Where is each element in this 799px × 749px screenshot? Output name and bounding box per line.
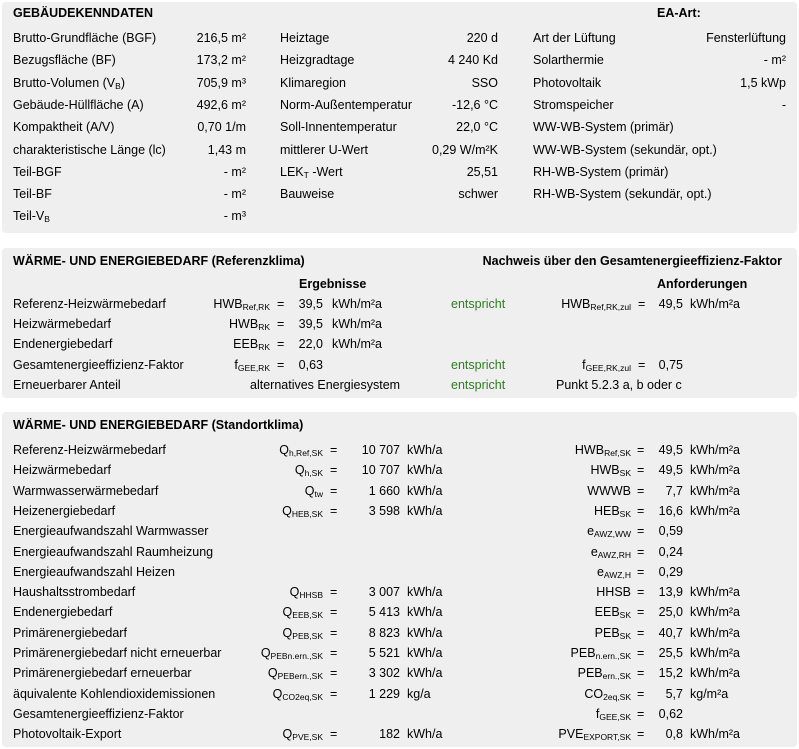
ref-value: 22,0 (298, 337, 323, 352)
site-value: 3 302 (368, 666, 400, 681)
site-ref-equals: = (637, 483, 645, 498)
site-ref-symbol (578, 665, 631, 681)
building-label-text: Teil-BF (13, 187, 52, 202)
site-ref-equals: = (637, 463, 645, 478)
site-symbol-text: Q (267, 666, 278, 681)
ref-symbol-text: f (234, 357, 238, 372)
site-unit: kWh/a (407, 666, 443, 681)
climate-label (280, 164, 343, 180)
site-ref-symbol (595, 625, 631, 641)
ref-value: 39,5 (298, 317, 323, 332)
ref-label: Referenz-Heizwärmebedarf (13, 297, 166, 311)
site-symbol-text: Q (279, 443, 289, 457)
climate-label-text: LEK (280, 164, 304, 179)
site-ref-unit: kWh/m²a (690, 443, 740, 457)
requirements-header: Anforderungen (657, 277, 748, 291)
ref-unit: kWh/m²a (332, 317, 382, 332)
site-label: Primärenergiebedarf (13, 625, 127, 640)
site-ref-symbol-sub: EXPORT,SK (583, 732, 631, 743)
system-value: Fensterlüftung (706, 31, 786, 45)
site-ref-value: 0,8 (665, 727, 683, 742)
site-ref-unit: kWh/m²a (690, 585, 740, 600)
site-ref-symbol (587, 523, 631, 539)
building-label-text: Teil-V (13, 209, 45, 224)
ref-symbol (233, 336, 270, 352)
site-ref-symbol (597, 564, 631, 580)
site-ref-unit: kWh/m²a (690, 605, 740, 620)
ref-value: 0,63 (298, 357, 323, 372)
site-symbol (261, 645, 323, 661)
site-ref-symbol-sub: ern.,SK (602, 671, 631, 682)
site-ref-symbol-text: EEB (594, 605, 620, 620)
site-equals: = (330, 727, 338, 742)
building-label (13, 208, 50, 224)
ref-symbol (234, 357, 270, 373)
site-ref-symbol-text: f (595, 706, 600, 721)
site-label: Energieaufwandszahl Raumheizung (13, 544, 214, 559)
building-label (13, 52, 116, 68)
site-ref-symbol-sub: AWZ,RH (597, 549, 631, 560)
building-value: - m² (223, 187, 246, 202)
site-symbol (283, 726, 323, 742)
site-ref-value: 49,5 (658, 463, 683, 478)
building-value: 705,9 m³ (196, 75, 246, 90)
site-label: Primärenergiebedarf nicht erneuerbar (13, 646, 222, 660)
site-value: 10 707 (361, 443, 400, 457)
site-ref-symbol-text: e (587, 524, 595, 539)
site-symbol-sub: h,SK (304, 468, 323, 479)
status-entspricht: entspricht (451, 357, 506, 372)
site-ref-equals: = (637, 564, 645, 579)
site-ref-equals: = (637, 706, 645, 721)
building-label (13, 97, 144, 113)
climate-label (280, 52, 354, 68)
site-ref-value: 13,9 (658, 585, 683, 600)
site-equals: = (330, 646, 338, 660)
site-label: Primärenergiebedarf erneuerbar (13, 666, 192, 681)
section-title-reference-climate: WÄRME- UND ENERGIEBEDARF (Referenzklima) (13, 254, 305, 268)
site-ref-symbol (594, 503, 631, 519)
site-ref-symbol-text: e (596, 564, 604, 579)
site-symbol (268, 665, 323, 681)
site-ref-equals: = (637, 524, 645, 539)
site-ref-equals: = (637, 646, 645, 660)
site-ref-symbol (590, 462, 631, 478)
site-ref-value: 25,0 (658, 605, 683, 620)
climate-label-text: Heiztage (280, 31, 330, 45)
site-ref-symbol-sub: SK (619, 508, 631, 519)
site-symbol-sub: EEB,SK (292, 610, 323, 621)
ref-equals: = (277, 297, 285, 311)
site-unit: kWh/a (407, 503, 443, 518)
site-ref-symbol-text: HHSB (596, 585, 631, 600)
site-label: Heizenergiebedarf (13, 503, 116, 518)
site-value: 8 823 (368, 625, 400, 640)
climate-value: 220 d (466, 31, 498, 45)
climate-label-text: mittlerer U-Wert (280, 142, 368, 157)
building-label (13, 119, 114, 135)
site-ref-symbol (571, 645, 631, 661)
climate-value: -12,6 °C (452, 97, 498, 112)
site-ref-symbol-sub: AWZ,H (603, 569, 631, 580)
building-label (13, 164, 62, 180)
site-symbol-text: Q (260, 646, 271, 660)
ref-label: Endenergiebedarf (13, 337, 113, 352)
site-ref-unit: kWh/m²a (690, 666, 740, 681)
site-label: Gesamtenergieeffizienz-Faktor (13, 706, 184, 721)
site-symbol (295, 462, 323, 478)
site-value: 5 521 (368, 646, 400, 660)
system-label: RH-WB-System (sekundär, opt.) (533, 187, 712, 202)
climate-value: 25,51 (466, 164, 498, 179)
status-entspricht: entspricht (451, 297, 506, 311)
site-value: 3 007 (368, 585, 400, 600)
site-ref-unit: kWh/m²a (690, 727, 740, 742)
section-title-building-data: GEBÄUDEKENNDATEN (13, 6, 154, 20)
site-unit: kWh/a (407, 463, 443, 478)
site-ref-symbol-sub: SK (619, 630, 631, 641)
section-title-site-climate: WÄRME- UND ENERGIEBEDARF (Standortklima) (13, 418, 304, 432)
site-equals: = (330, 605, 338, 620)
site-ref-value: 0,59 (658, 524, 683, 539)
site-ref-equals: = (637, 605, 645, 620)
climate-label (280, 119, 397, 135)
site-unit: kWh/a (407, 625, 443, 640)
site-ref-unit: kg/m²a (690, 686, 729, 701)
site-value: 1 660 (368, 483, 400, 498)
site-equals: = (330, 483, 338, 498)
climate-label-text: Soll-Innentemperatur (280, 120, 397, 135)
site-ref-unit: kWh/m²a (690, 483, 740, 498)
building-label-text: Gebäude-Hüllfläche (A) (13, 97, 144, 112)
building-label (13, 186, 52, 202)
ref-alternative-text: alternatives Energiesystem (250, 377, 401, 392)
building-label-text: Brutto-Volumen (V (13, 75, 116, 90)
site-ref-equals: = (637, 585, 645, 600)
site-symbol (305, 483, 323, 499)
system-value: 1,5 kWp (740, 75, 786, 90)
building-label (13, 75, 125, 91)
climate-label-sub: T (303, 169, 309, 180)
site-ref-symbol-sub: 2eq,SK (603, 691, 631, 702)
site-label: Warmwasserwärmebedarf (13, 483, 159, 498)
ref-equals: = (277, 337, 285, 352)
building-label-end: ) (120, 75, 125, 90)
site-label: Photovoltaik-Export (13, 727, 122, 742)
ref-equals: = (277, 317, 285, 332)
site-label: Energieaufwandszahl Heizen (13, 564, 175, 579)
site-symbol-sub: PEB,SK (292, 630, 323, 641)
site-ref-symbol (587, 483, 631, 499)
req-symbol-text: f (582, 357, 586, 372)
site-ref-symbol (584, 686, 631, 702)
site-ref-value: 25,5 (658, 646, 683, 660)
req-unit: kWh/m²a (690, 297, 740, 311)
building-value: 173,2 m² (196, 53, 246, 68)
status-entspricht: entspricht (451, 377, 506, 392)
system-label: Stromspeicher (533, 97, 614, 112)
site-ref-value: 0,29 (658, 564, 683, 579)
site-ref-value: 15,2 (658, 666, 683, 681)
climate-label-text: Bauweise (280, 187, 335, 202)
site-symbol-sub: PVE,SK (292, 732, 323, 743)
site-ref-value: 16,6 (658, 503, 683, 518)
site-unit: kg/a (407, 686, 431, 701)
climate-label (280, 30, 329, 46)
site-unit: kWh/a (407, 483, 443, 498)
site-symbol-text: Q (289, 585, 300, 600)
site-symbol (282, 503, 323, 519)
site-ref-equals: = (637, 544, 645, 559)
ref-equals: = (277, 357, 285, 372)
climate-value: 0,29 W/m²K (432, 142, 498, 157)
site-equals: = (330, 443, 338, 457)
site-equals: = (330, 686, 338, 701)
req-symbol (582, 357, 631, 373)
site-label: Endenergiebedarf (13, 605, 113, 620)
site-value: 1 229 (368, 686, 400, 701)
site-ref-symbol-text: PEB (577, 666, 603, 681)
site-ref-value: 5,7 (665, 686, 683, 701)
ea-art-label: EA-Art: (657, 6, 701, 20)
climate-label (280, 75, 346, 91)
site-ref-equals: = (637, 666, 645, 681)
ref-symbol-sub: Ref,RK (242, 302, 270, 312)
site-symbol-sub: PEBn.ern.,SK (270, 651, 323, 661)
site-ref-unit: kWh/m²a (690, 646, 740, 660)
site-symbol-text: Q (282, 503, 292, 518)
site-ref-equals: = (637, 625, 645, 640)
climate-label-text: Klimaregion (280, 75, 347, 90)
climate-value: schwer (458, 187, 498, 202)
ref-label: Gesamtenergieeffizienz-Faktor (13, 357, 184, 372)
climate-label-end: -Wert (308, 164, 343, 179)
site-symbol-sub: tw (314, 488, 323, 499)
site-ref-equals: = (637, 503, 645, 518)
site-unit: kWh/a (407, 605, 443, 620)
building-label-text: Brutto-Grundfläche (BGF) (13, 31, 157, 45)
site-unit: kWh/a (407, 443, 443, 457)
building-label-sub: B (115, 80, 121, 91)
site-symbol-text: Q (294, 463, 305, 478)
req-symbol (561, 296, 631, 312)
site-ref-symbol-sub: Ref,SK (604, 448, 631, 458)
building-label (13, 142, 166, 158)
site-ref-equals: = (637, 443, 645, 457)
site-ref-symbol (596, 584, 631, 600)
site-symbol-sub: HEB,SK (291, 508, 323, 519)
site-symbol (283, 604, 323, 620)
site-equals: = (330, 625, 338, 640)
site-symbol (290, 584, 323, 600)
req-value: 0,75 (658, 357, 683, 372)
site-unit: kWh/a (407, 585, 443, 600)
site-label: äquivalente Kohlendioxidemissionen (13, 686, 216, 701)
climate-label (280, 97, 412, 113)
building-label-text: Kompaktheit (A/V) (13, 120, 115, 135)
ref-symbol-text: HWB (213, 297, 243, 311)
site-ref-symbol-text: PEB (594, 625, 620, 640)
site-ref-value: 7,7 (665, 483, 683, 498)
site-ref-symbol-text: CO (584, 686, 604, 701)
site-symbol-text: Q (282, 625, 293, 640)
site-ref-symbol-sub: SK (619, 610, 631, 621)
building-value: 492,6 m² (196, 97, 246, 112)
site-symbol (279, 442, 323, 458)
climate-value: SSO (471, 75, 498, 90)
climate-label-text: Norm-Außentemperatur (280, 97, 412, 112)
site-ref-symbol (558, 726, 631, 742)
system-label: WW-WB-System (sekundär, opt.) (533, 142, 717, 157)
req-symbol-sub: GEE,RK,zul (585, 362, 631, 373)
site-equals: = (330, 585, 338, 600)
nachweis-header: Nachweis über den Gesamtenergieeffizienz-Faktor (482, 254, 782, 268)
site-equals: = (330, 666, 338, 681)
site-ref-symbol-sub: n.ern.,SK (595, 651, 631, 661)
system-label: WW-WB-System (primär) (533, 120, 674, 135)
site-ref-symbol-text: e (590, 544, 598, 559)
ref-label: Heizwärmebedarf (13, 317, 111, 332)
site-label: Haushaltsstrombedarf (13, 585, 136, 600)
site-symbol-text: Q (282, 605, 293, 620)
site-symbol (273, 686, 323, 702)
site-value: 5 413 (368, 605, 400, 620)
req-symbol-sub: Ref,RK,zul (590, 302, 631, 312)
site-label: Energieaufwandszahl Warmwasser (13, 524, 209, 539)
reference-climate-panel (2, 248, 797, 398)
climate-value: 4 240 Kd (447, 53, 498, 68)
building-label-text: charakteristische Länge (lc) (13, 142, 166, 157)
site-symbol-text: Q (272, 686, 283, 701)
site-ref-symbol (575, 442, 631, 458)
site-symbol-text: Q (304, 483, 315, 498)
system-label: Photovoltaik (533, 75, 602, 90)
site-ref-value: 49,5 (658, 443, 683, 457)
climate-label-text: Heizgradtage (280, 53, 355, 68)
building-value: 0,70 1/m (197, 120, 246, 135)
system-label: RH-WB-System (primär) (533, 164, 669, 179)
system-value: - m² (763, 53, 786, 68)
site-ref-symbol-text: HWB (590, 463, 620, 478)
ref-symbol-text: EEB (233, 337, 259, 352)
site-ref-unit: kWh/m²a (690, 625, 740, 640)
site-ref-value: 0,62 (658, 706, 683, 721)
site-value: 10 707 (361, 463, 400, 478)
req-equals: = (638, 357, 646, 372)
building-value: 1,43 m (207, 142, 246, 157)
ref-value: 39,5 (298, 297, 323, 311)
site-ref-unit: kWh/m²a (690, 463, 740, 478)
system-label: Solarthermie (533, 53, 604, 68)
climate-value: 22,0 °C (456, 120, 498, 135)
site-label: Referenz-Heizwärmebedarf (13, 443, 166, 457)
site-ref-symbol-text: HEB (593, 503, 620, 518)
site-ref-unit: kWh/m²a (690, 503, 740, 518)
req-equals: = (638, 297, 646, 311)
building-value: 216,5 m² (196, 31, 246, 45)
ref-symbol-sub: RK (258, 322, 270, 333)
building-value: - m³ (223, 209, 246, 224)
site-ref-symbol-sub: AWZ,WW (594, 529, 631, 540)
climate-label (280, 186, 334, 202)
building-label (13, 30, 156, 46)
site-symbol (283, 625, 323, 641)
site-ref-symbol-text: HWB (574, 443, 605, 457)
building-value: - m² (223, 164, 246, 179)
ref-requirement-text: Punkt 5.2.3 a, b oder c (556, 377, 682, 392)
site-symbol-sub: HHSB (299, 590, 323, 601)
climate-label (280, 142, 368, 158)
site-value: 182 (379, 727, 400, 742)
site-unit: kWh/a (407, 727, 443, 742)
ref-label: Erneuerbarer Anteil (13, 377, 121, 392)
site-ref-symbol-sub: GEE,SK (599, 711, 631, 722)
ref-unit: kWh/m²a (332, 297, 382, 311)
site-label: Heizwärmebedarf (13, 463, 111, 478)
site-ref-symbol (595, 604, 631, 620)
site-symbol-sub: h,Ref,SK (288, 448, 323, 458)
results-header: Ergebnisse (299, 277, 367, 291)
site-symbol-text: Q (282, 727, 293, 742)
building-label-sub: B (44, 214, 50, 225)
site-ref-value: 0,24 (658, 544, 683, 559)
site-unit: kWh/a (407, 646, 443, 660)
ref-symbol (229, 316, 270, 332)
site-ref-equals: = (637, 727, 645, 742)
site-value: 3 598 (368, 503, 400, 518)
site-ref-symbol-sub: SK (619, 468, 631, 479)
building-label-text: Bezugsfläche (BF) (13, 53, 116, 68)
ref-unit: kWh/m²a (332, 337, 382, 352)
ref-symbol-sub: GEE,RK (237, 362, 270, 373)
system-value: - (781, 97, 786, 112)
site-equals: = (330, 463, 338, 478)
ref-symbol-text: HWB (229, 317, 259, 332)
site-symbol-sub: CO2eq,SK (282, 691, 323, 702)
site-ref-symbol (596, 706, 631, 722)
system-label: Art der Lüftung (533, 31, 616, 45)
site-ref-symbol-text: WWWB (587, 483, 631, 498)
ref-symbol-sub: RK (258, 342, 270, 353)
building-label-text: Teil-BGF (13, 164, 62, 179)
site-ref-value: 40,7 (658, 625, 683, 640)
site-ref-equals: = (637, 686, 645, 701)
ref-symbol (213, 296, 270, 312)
site-equals: = (330, 503, 338, 518)
site-ref-symbol-text: PEB (570, 646, 596, 660)
req-symbol-text: HWB (561, 297, 591, 311)
req-value: 49,5 (658, 297, 683, 311)
site-ref-symbol (591, 544, 631, 560)
site-symbol-sub: PEBern.,SK (277, 671, 323, 682)
site-ref-symbol-text: PVE (558, 727, 584, 742)
